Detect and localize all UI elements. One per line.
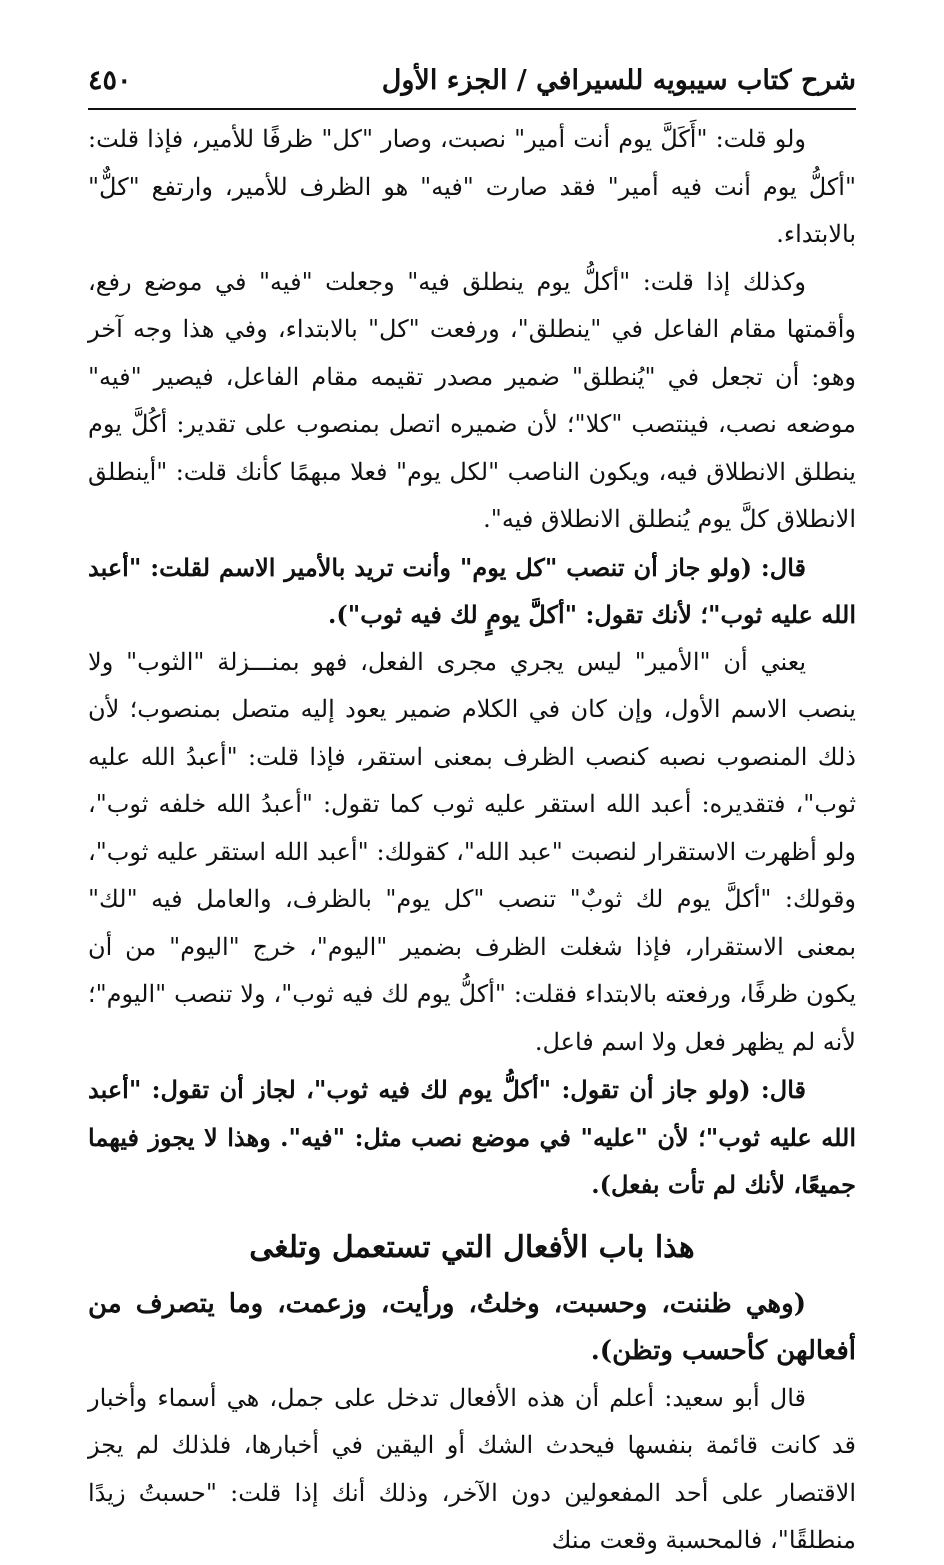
page-header [88, 58, 856, 102]
paragraph: ولو قلت: "أَكَلَّ يوم أنت أمير" نصبت، وصار "كل" ظرفًا للأمير، فإذا قلت: "أكلُّ يوم أنت فيه أمير" فقد صارت "فيه" هو الظرف للأمير، وارتفع "كلٌّ" بالابتداء. [88, 125, 856, 248]
quoted-paragraph: قال: (ولو جاز أن تقول: "أكلُّ يوم لك فيه ثوب"، لجاز أن تقول: "أعبد الله عليه ثوب"؛ لأن "عليه" في موضع نصب مثل: "فيه". وهذا لا يجوز فيهما جميعًا، لأنك لم تأت بفعل). [88, 1075, 856, 1199]
running-title: شرح كتاب سيبويه للسيرافي / الجزء الأول [381, 64, 856, 96]
page-body [88, 116, 856, 1565]
quoted-paragraph: قال: (ولو جاز أن تنصب "كل يوم" وأنت تريد بالأمير الاسم لقلت: "أعبد الله عليه ثوب"؛ لأنك تقول: "أكلَّ يومٍ لك فيه ثوب"). [88, 552, 856, 629]
paragraph: يعني أن "الأمير" ليس يجري مجرى الفعل، فهو بمنـــزلة "الثوب" ولا ينصب الاسم الأول، وإن كان في الكلام ضمير يعود إليه متصل بمنصوب؛ لأن ذلك المنصوب نصبه كنصب الظرف بمعنى استقر، فإذا قلت: "أعبدُ الله عليه ثوب"، فتقديره: أعبد الله استقر عليه ثوب كما تقول: "أعبدُ الله خلفه ثوب"، ولو أظهرت الاستقرار لنصبت "عبد الله"، كقولك: "أعبد الله استقر عليه ثوب"، وقولك: "أكلَّ يوم لك ثوبٌ" تنصب "كل يوم" بالظرف، والعامل فيه "لك" بمعنى الاستقرار، فإذا شغلت الظرف بضمير "اليوم"، خرج "اليوم" من أن يكون ظرفًا، ورفعته بالابتداء فقلت: "أكلُّ يوم لك فيه ثوب"، ولا تنصب "اليوم"؛ لأنه لم يظهر فعل ولا اسم فاعل. [88, 647, 857, 1056]
paragraph: قال أبو سعيد: أعلم أن هذه الأفعال تدخل على جمل، هي أسماء وأخبار قد كانت قائمة بنفسها فيحدث الشك أو اليقين في أخبارها، فلذلك لم يجز الاقتصار على أحد المفعولين دون الآخر، وذلك أنك إذا قلت: "حسبتُ زيدًا منطلقًا"، فالمحسبة وقعت منك [88, 1383, 856, 1554]
header-rule [88, 108, 856, 110]
chapter-title: هذا باب الأفعال التي تستعمل وتلغى [249, 1229, 695, 1265]
chapter-intro: (وهي ظننت، وحسبت، وخلتُ، ورأيت، وزعمت، وما يتصرف من أفعالهن كأحسب وتظن). [88, 1288, 856, 1366]
paragraph: وكذلك إذا قلت: "أكلُّ يوم ينطلق فيه" وجعلت "فيه" في موضع رفع، وأقمتها مقام الفاعل في "ينطلق"، ورفعت "كل" بالابتداء، وفي هذا وجه آخر وهو: أن تجعل في "يُنطلق" ضمير مصدر تقيمه مقام الفاعل، فيصير "فيه" موضعه نصب، فينتصب "كلا"؛ لأن ضميره اتصل بمنصوب على تقدير: أكُلَّ يوم ينطلق الانطلاق فيه، ويكون الناصب "لكل يوم" فعلا مبهمًا كأنك قلت: "أينطلق الانطلاق كلَّ يوم يُنطلق الانطلاق فيه". [88, 267, 856, 533]
page-number: ٤٥٠ [88, 64, 132, 96]
